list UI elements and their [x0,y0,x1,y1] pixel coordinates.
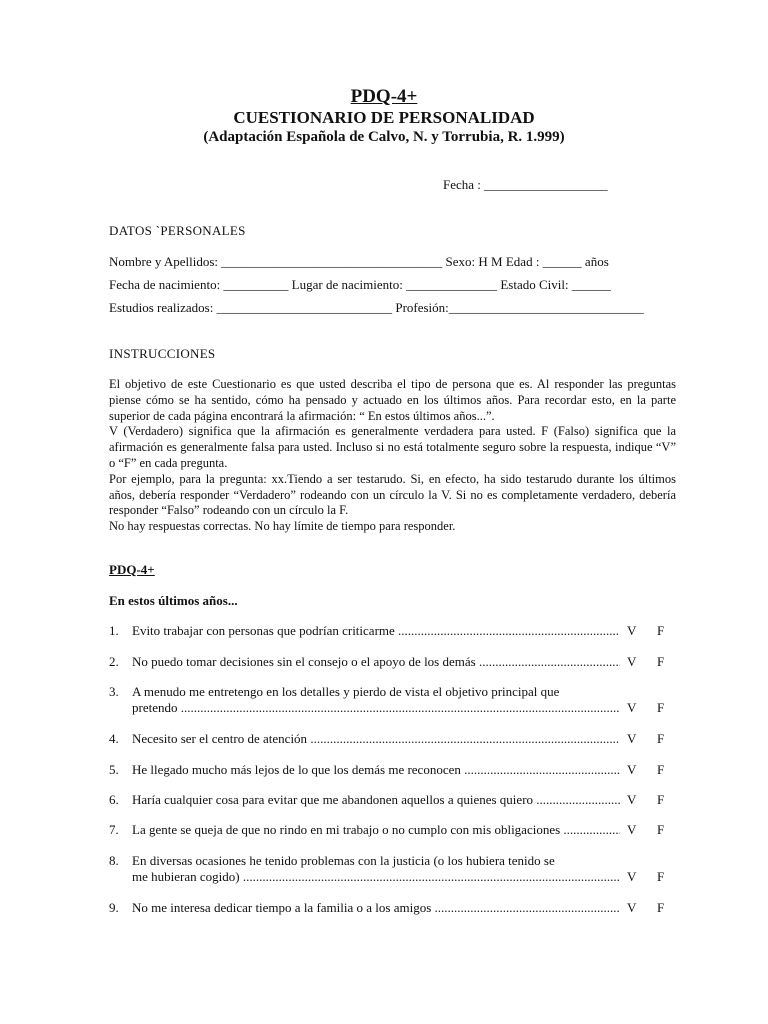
question-number: 3. [109,684,119,699]
answer-true-option[interactable]: V [627,623,637,638]
adaptation-credit: (Adaptación Española de Calvo, N. y Torrubia, R. 1.999) [203,129,565,145]
answer-false-option[interactable]: F [657,700,665,715]
studies-profession-line[interactable]: Estudios realizados: ___________________________ Profesión:______________________________ [109,300,644,315]
question-text: No puedo tomar decisiones sin el consejo o el apoyo de los demás ..... [132,654,620,670]
question-text: He llegado mucho más lejos de lo que los demás me reconocen ..... [132,762,620,778]
instructions-paragraph-3: Por ejemplo, para la pregunta: xx.Tiendo a ser testarudo. Si, en efecto, ha sido testarudo durante los últimos años, debería responder “Verdadero” rodeando con un círculo la V. Si no es completamente verdadero, debería responder “Falso” rodeando con un círculo la F. [109,471,676,518]
question-number: 7. [109,822,119,837]
answer-true-option[interactable]: V [627,700,637,715]
name-sex-age-line[interactable]: Nombre y Apellidos: __________________________________ Sexo: H M Edad : ______ años [109,254,609,269]
document-title: PDQ-4+ [350,86,418,107]
answer-false-option[interactable]: F [657,900,665,915]
birth-place-civil-line[interactable]: Fecha de nacimiento: __________ Lugar de nacimiento: ______________ Estado Civil: ______ [109,277,611,292]
answer-false-option[interactable]: F [657,762,665,777]
question-text: Haría cualquier cosa para evitar que me abandonen aquellos a quienes quiero ..... [132,792,620,808]
question-text: En diversas ocasiones he tenido problemas con la justicia (o los hubiera tenido se [132,853,555,868]
answer-false-option[interactable]: F [657,731,665,746]
question-text: La gente se queja de que no rindo en mi trabajo o no cumplo con mis obligaciones ..... [132,822,620,838]
question-text: No me interesa dedicar tiempo a la familia o a los amigos ..... [132,900,620,916]
answer-false-option[interactable]: F [657,792,665,807]
document-subtitle: CUESTIONARIO DE PERSONALIDAD [233,108,535,127]
answer-true-option[interactable]: V [627,792,637,807]
question-text-continued: me hubieran cogido) ..... [132,869,620,885]
instructions-paragraph-4: No hay respuestas correctas. No hay límite de tiempo para responder. [109,519,456,534]
section-title: PDQ-4+ [109,562,155,577]
answer-true-option[interactable]: V [627,822,637,837]
question-number: 4. [109,731,119,746]
instructions-text [109,377,676,535]
question-text: Evito trabajar con personas que podrían criticarme ..... [132,623,620,639]
section-intro: En estos últimos años... [109,593,238,608]
answer-true-option[interactable]: V [627,731,637,746]
instructions-paragraph-1: El objetivo de este Cuestionario es que usted describa el tipo de persona que es. Al responder las preguntas piense cómo se ha sentido, cómo ha pensado y actuado en los últimos años. Para recordar esto, en la parte superior de cada página encontrará la afirmación: “ En estos últimos años...”. [109,377,676,423]
question-number: 9. [109,900,119,915]
question-number: 8. [109,853,119,868]
answer-false-option[interactable]: F [657,822,665,837]
answer-true-option[interactable]: V [627,900,637,915]
personal-data-heading: DATOS `PERSONALES [109,223,246,238]
answer-true-option[interactable]: V [627,654,637,669]
answer-false-option[interactable]: F [657,654,665,669]
question-text-continued: pretendo ..... [132,700,620,716]
question-text: A menudo me entretengo en los detalles y pierdo de vista el objetivo principal que [132,684,560,699]
answer-true-option[interactable]: V [627,869,637,884]
answer-false-option[interactable]: F [657,869,665,884]
question-number: 5. [109,762,119,777]
instructions-heading: INSTRUCCIONES [109,346,216,361]
question-number: 2. [109,654,119,669]
answer-true-option[interactable]: V [627,762,637,777]
instructions-paragraph-2: V (Verdadero) significa que la afirmación es generalmente verdadera para usted. F (Falso) significa que la afirmación es generalmente falsa para usted. Incluso si no está totalmente seguro sobre la respuesta, indique “V” o “F” en cada pregunta. [109,424,676,470]
question-text: Necesito ser el centro de atención ..... [132,731,620,747]
question-number: 6. [109,792,119,807]
answer-false-option[interactable]: F [657,623,665,638]
date-field-line[interactable]: Fecha : ___________________ [443,177,608,192]
question-number: 1. [109,623,119,638]
